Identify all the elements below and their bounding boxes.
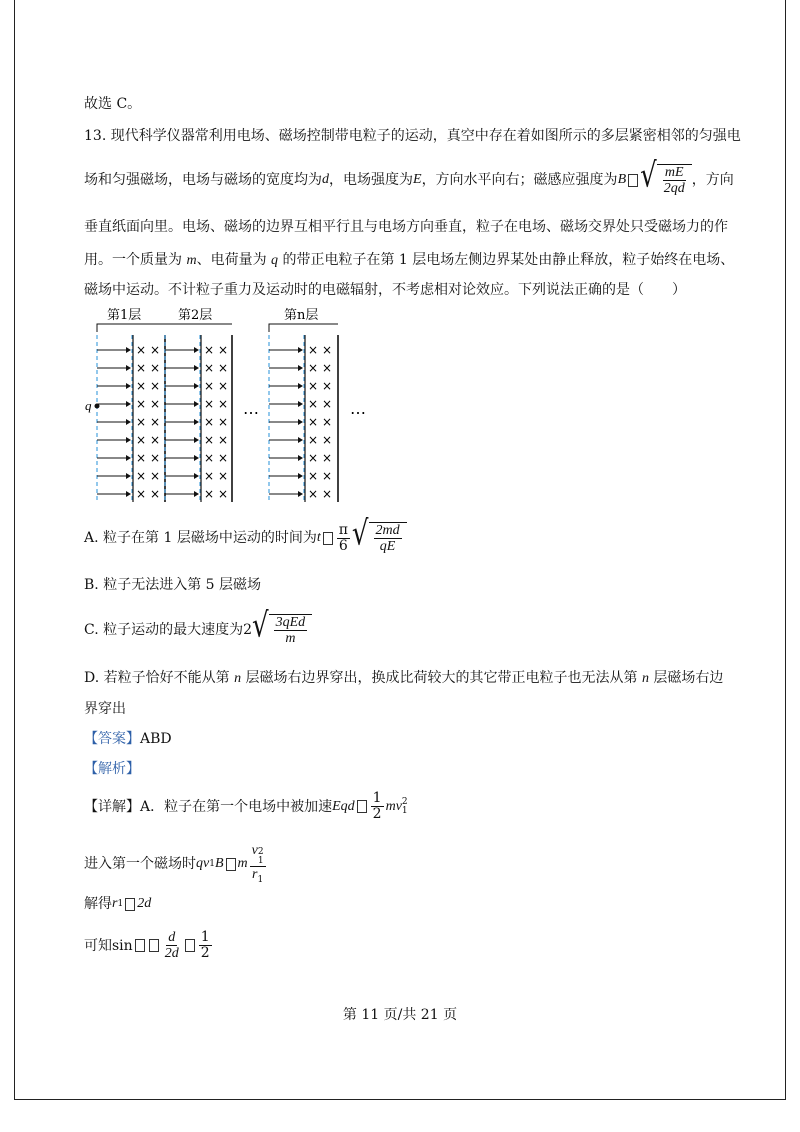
text: 层磁场右边界穿出，换成比荷较大的其它带正电粒子也无法从第	[241, 670, 642, 686]
magnetic-cross: ×	[203, 361, 215, 375]
sqrt-expression: √ $\frac{mE}{2qd}$	[640, 164, 692, 197]
answer-value: ABD	[140, 731, 172, 747]
ellipsis-middle: …	[243, 399, 259, 418]
page-footer: 第 11 页/共 21 页	[342, 1007, 458, 1023]
var-E: E	[413, 172, 422, 188]
sin: sin	[112, 937, 133, 954]
field-arrowhead	[126, 419, 131, 425]
var-d: d	[322, 172, 329, 188]
charge-label: q	[85, 398, 92, 413]
option-D-line-1	[84, 671, 723, 686]
magnetic-cross: ×	[217, 469, 229, 483]
text: ，方向水平向右；磁感应强度为	[421, 172, 618, 189]
magnetic-cross: ×	[203, 397, 215, 411]
question-13-line-3: 垂直纸面向里。电场、磁场的边界互相平行且与电场方向垂直，粒子在电场、磁场交界处只受磁场力的作	[84, 219, 728, 235]
magnetic-cross: ×	[203, 343, 215, 357]
answer-line	[84, 732, 172, 746]
frac-den: 2	[200, 945, 210, 962]
field-arrowhead	[194, 491, 199, 497]
field-diagram	[80, 302, 380, 507]
field-arrowhead	[298, 491, 303, 497]
magnetic-cross: ×	[321, 469, 333, 483]
magnetic-cross: ×	[307, 433, 319, 447]
magnetic-cross: ×	[149, 415, 161, 429]
var-n: n	[234, 671, 242, 686]
frac-den: 2qd	[663, 181, 685, 197]
field-arrowhead	[126, 347, 131, 353]
magnetic-cross: ×	[321, 397, 333, 411]
magnetic-cross: ×	[203, 487, 215, 501]
frac-num: 3qEd	[275, 615, 306, 630]
text: 可知	[84, 937, 112, 954]
answer-label: 【答案】	[84, 731, 140, 747]
analysis-label: 【解析】	[84, 761, 140, 777]
var-B: B	[214, 856, 224, 872]
magnetic-cross: ×	[135, 469, 147, 483]
expr-Eqd: Eqd	[332, 798, 355, 814]
missing-glyph-box	[135, 939, 145, 952]
var-B: B	[617, 172, 627, 188]
field-arrowhead	[194, 437, 199, 443]
expr-2d: 2d	[137, 896, 152, 911]
solution-line-4	[84, 930, 214, 962]
field-arrowhead	[298, 419, 303, 425]
frac-den: qE	[379, 539, 396, 555]
frac-num: 1	[372, 790, 382, 806]
sqrt-expression: √ $\frac{2md}{qE}$	[352, 522, 407, 555]
missing-glyph-box	[149, 939, 159, 952]
magnetic-cross: ×	[307, 397, 319, 411]
field-arrowhead	[194, 401, 199, 407]
magnetic-cross: ×	[203, 469, 215, 483]
magnetic-cross: ×	[217, 451, 229, 465]
question-13-line-2	[84, 156, 734, 197]
magnetic-cross: ×	[149, 469, 161, 483]
magnetic-cross: ×	[321, 379, 333, 393]
field-arrowhead	[298, 437, 303, 443]
magnetic-cross: ×	[321, 361, 333, 375]
question-13-line-1: 13. 现代科学仪器常利用电场、磁场控制带电粒子的运动，真空中存在着如图所示的多层紧密相邻的匀强电	[84, 128, 741, 144]
frac-num: 1	[200, 929, 210, 945]
frac-den: m	[285, 631, 296, 647]
var-n: n	[641, 671, 649, 686]
field-arrowhead	[194, 365, 199, 371]
solution-line-1: 【详解】A．粒子在第一个电场中被加速 Eqd $\frac{1}{2}$ mv 2 1	[84, 790, 408, 823]
field-arrowhead	[298, 401, 303, 407]
var-m: m	[237, 856, 248, 872]
frac-num: d	[168, 930, 176, 945]
text-line-conclusion: 故选 C。	[84, 96, 142, 112]
frac-num: π	[338, 521, 348, 538]
magnetic-cross: ×	[203, 415, 215, 429]
missing-glyph-box	[226, 858, 236, 871]
option-B: B. 粒子无法进入第 5 层磁场	[84, 577, 261, 593]
expr-mv: mv	[385, 798, 402, 814]
magnetic-cross: ×	[149, 487, 161, 501]
missing-glyph-box	[323, 532, 333, 545]
text: 层磁场右边	[648, 670, 724, 686]
magnetic-cross: ×	[149, 397, 161, 411]
field-arrowhead	[298, 383, 303, 389]
option-text: C. 粒子运动的最大速度为	[84, 622, 244, 639]
magnetic-cross: ×	[149, 433, 161, 447]
text: ，电场强度为	[329, 172, 413, 189]
magnetic-cross: ×	[217, 379, 229, 393]
magnetic-cross: ×	[307, 451, 319, 465]
magnetic-cross: ×	[149, 343, 161, 357]
var-m: m	[186, 253, 197, 268]
field-arrowhead	[126, 365, 131, 371]
magnetic-cross: ×	[307, 379, 319, 393]
magnetic-cross: ×	[135, 343, 147, 357]
field-arrowhead	[298, 455, 303, 461]
magnetic-cross: ×	[321, 451, 333, 465]
var-q: q	[271, 253, 279, 268]
text: 【详解】A．粒子在第一个电场中被加速	[84, 798, 333, 815]
field-arrowhead	[298, 473, 303, 479]
field-arrowhead	[298, 365, 303, 371]
var-t: t	[316, 530, 321, 546]
option-D-line-2: 界穿出	[84, 701, 126, 717]
text: 解得	[84, 896, 112, 912]
field-arrowhead	[194, 455, 199, 461]
missing-glyph-box	[185, 939, 195, 952]
magnetic-cross: ×	[321, 415, 333, 429]
magnetic-cross: ×	[135, 379, 147, 393]
field-arrowhead	[298, 347, 303, 353]
magnetic-cross: ×	[321, 343, 333, 357]
frac-num: 2md	[375, 523, 400, 538]
text: 场和匀强磁场，电场与磁场的宽度均为	[84, 172, 322, 189]
option-text: A. 粒子在第 1 层磁场中运动的时间为	[84, 530, 317, 547]
option-C	[84, 606, 312, 647]
missing-glyph-box	[357, 800, 367, 813]
layer-n-label: 第n层	[284, 308, 319, 323]
missing-glyph-box	[125, 898, 135, 911]
field-arrowhead	[126, 383, 131, 389]
field-arrowhead	[194, 419, 199, 425]
magnetic-cross: ×	[307, 415, 319, 429]
magnetic-cross: ×	[135, 397, 147, 411]
magnetic-cross: ×	[135, 433, 147, 447]
layer-2-label: 第2层	[178, 308, 213, 323]
magnetic-cross: ×	[135, 487, 147, 501]
magnetic-cross: ×	[149, 379, 161, 393]
field-arrowhead	[126, 473, 131, 479]
magnetic-cross: ×	[217, 397, 229, 411]
magnetic-cross: ×	[307, 469, 319, 483]
sqrt-expression: √ $\frac{\text{3qEd}}{m}$	[252, 614, 312, 647]
var-r: r	[252, 867, 258, 882]
magnetic-cross: ×	[203, 433, 215, 447]
option-A	[84, 514, 407, 555]
coef: 2	[243, 622, 253, 639]
magnetic-cross: ×	[203, 379, 215, 393]
magnetic-cross: ×	[217, 343, 229, 357]
magnetic-cross: ×	[217, 415, 229, 429]
var-r: r	[112, 896, 118, 911]
magnetic-cross: ×	[307, 487, 319, 501]
question-13-line-5: 磁场中运动。不计粒子重力及运动时的电磁辐射，不考虑相对论效应。下列说法正确的是（ ）	[84, 282, 686, 298]
field-arrowhead	[194, 383, 199, 389]
charge-dot	[95, 404, 100, 409]
magnetic-cross: ×	[321, 433, 333, 447]
magnetic-cross: ×	[217, 487, 229, 501]
layer-1-label: 第1层	[107, 308, 142, 323]
missing-glyph-box	[628, 174, 638, 187]
text: 的带正电粒子在第 1 层电场左侧边界某处由静止释放，粒子始终在电场、	[278, 252, 735, 268]
frac-num: mE	[664, 165, 684, 180]
frac-den: 2	[372, 806, 382, 823]
magnetic-cross: ×	[217, 433, 229, 447]
frac-den: 6	[338, 537, 348, 554]
magnetic-cross: ×	[307, 361, 319, 375]
text: 进入第一个磁场时	[84, 856, 196, 873]
magnetic-cross: ×	[307, 343, 319, 357]
field-arrowhead	[194, 347, 199, 353]
magnetic-cross: ×	[203, 451, 215, 465]
magnetic-cross: ×	[149, 451, 161, 465]
text: 用。一个质量为	[84, 252, 187, 268]
magnetic-cross: ×	[135, 415, 147, 429]
text: 、电荷量为	[196, 252, 272, 268]
field-arrowhead	[194, 473, 199, 479]
expr-qv: qv	[196, 856, 210, 872]
field-arrowhead	[126, 491, 131, 497]
field-arrowhead	[126, 455, 131, 461]
magnetic-cross: ×	[149, 361, 161, 375]
question-13-line-4	[84, 253, 734, 268]
magnetic-cross: ×	[217, 361, 229, 375]
frac-den: 2d	[164, 946, 179, 962]
field-layers	[97, 335, 338, 502]
field-arrowhead	[126, 437, 131, 443]
solution-line-2: 进入第一个磁场时 qv 1 B m v 2 1 $r_1$	[84, 843, 264, 885]
magnetic-cross: ×	[135, 361, 147, 375]
magnetic-cross: ×	[321, 487, 333, 501]
solution-line-3: 解得 r 1 2d	[84, 896, 152, 912]
ellipsis-right: …	[350, 399, 366, 418]
field-arrowhead	[126, 401, 131, 407]
text: D. 若粒子恰好不能从第	[84, 670, 235, 686]
magnetic-cross: ×	[135, 451, 147, 465]
text: ，方向	[691, 172, 734, 189]
